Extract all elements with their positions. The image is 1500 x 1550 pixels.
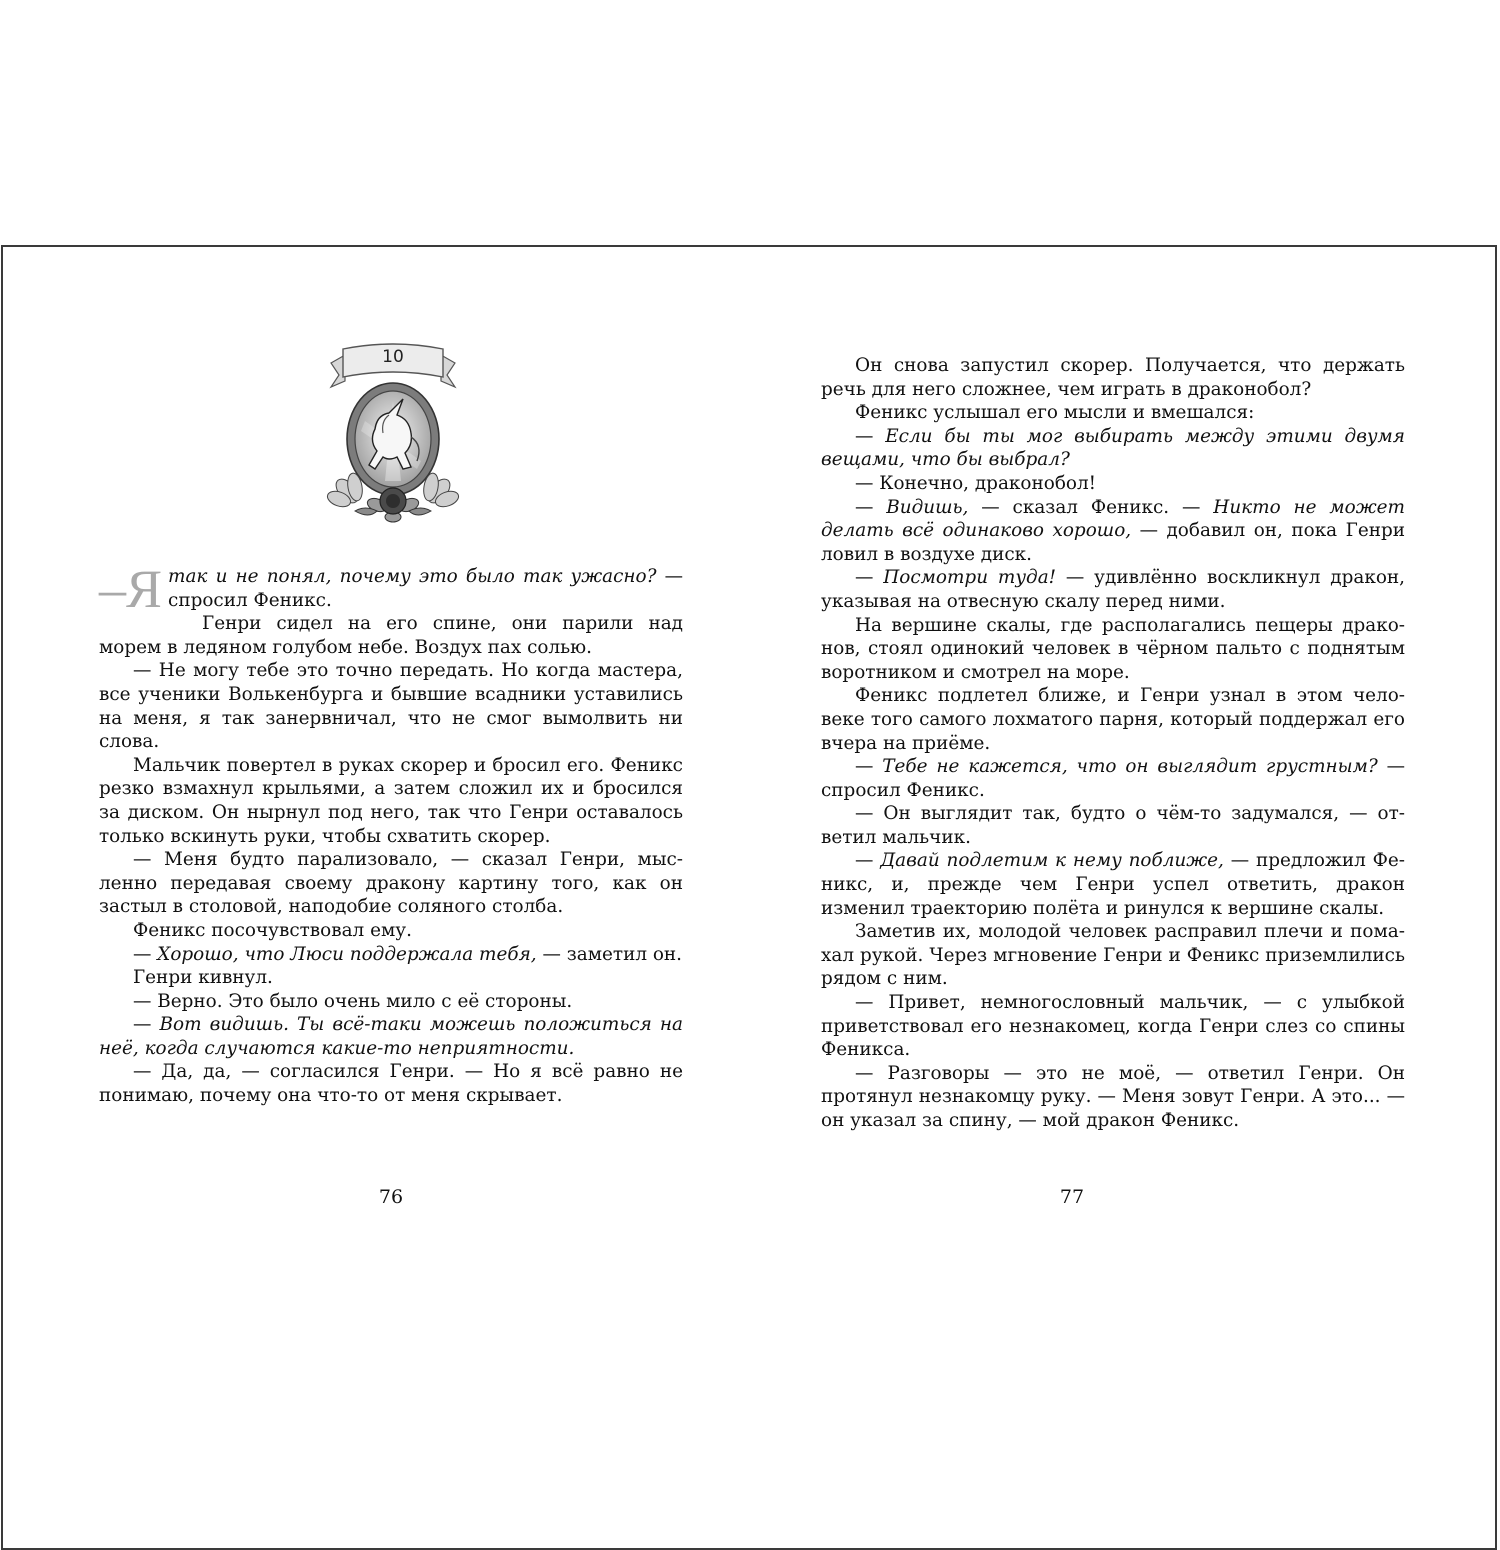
- paragraph: — Да, да, — согласился Генри. — Но я всё равно не понимаю, почему она что-то от меня скрывает.: [99, 1061, 683, 1107]
- paragraph: — Видишь, — сказал Феникс. — Никто не может делать всё одинаково хорошо, — добавил он, пока Генри ловил в воздухе диск.: [821, 496, 1405, 565]
- page-number: 76: [378, 1186, 404, 1208]
- paragraph: — Он выглядит так, будто о чём-то задумался, — ответил мальчик.: [821, 803, 1405, 848]
- paragraph: — Тебе не кажется, что он выглядит грустным? — спросил Феникс.: [821, 756, 1405, 801]
- drop-cap: –Я: [99, 559, 163, 619]
- paragraph: Мальчик повертел в руках скорер и бросил его. Феникс резко взмахнул крыльями, а затем сложил их и бросился за диском. Он нырнул под него, так что Генри оставалось только вскинуть руки, чтобы схватить скорер.: [99, 754, 683, 847]
- paragraph: — Верно. Это было очень мило с её стороны.: [133, 990, 573, 1012]
- page-number: 77: [1059, 1186, 1085, 1208]
- paragraph: — Посмотри туда! — удивлённо воскликнул дракон, указывая на отвесную скалу перед ними.: [821, 567, 1405, 612]
- paragraph: Генри кивнул.: [133, 967, 273, 989]
- paragraph: –Я так и не понял, почему это было так ужасно? — спросил Феникс.: [99, 559, 683, 619]
- paragraph: Феникс подлетел ближе, и Генри узнал в этом человеке того самого лохматого парня, который поддержал его вчера на приёме.: [821, 685, 1405, 754]
- paragraph: — Вот видишь. Ты всё-таки можешь положиться на неё, когда случаются какие-то неприятности.: [99, 1014, 683, 1059]
- paragraph: — Давай подлетим к нему поближе, — предложил Феникс, и, прежде чем Генри успел ответить, дракон изменил траекторию полёта и ринулся к вершине скалы.: [821, 850, 1405, 919]
- book-spread: [1, 245, 1497, 1550]
- paragraph: — Конечно, драконобол!: [855, 472, 1097, 494]
- unicorn-crest-icon: [325, 341, 461, 529]
- paragraph: Генри сидел на его спине, они парили над морем в ледяном голубом небе. Воздух пах солью.: [99, 613, 683, 658]
- paragraph: Феникс услышал его мысли и вмешался:: [855, 402, 1255, 424]
- paragraph: Он снова запустил скорер. Получается, что держать речь для него сложнее, чем играть в драконобол?: [821, 355, 1405, 400]
- paragraph: Заметив их, молодой человек расправил плечи и помахал рукой. Через мгновение Генри и Феникс приземлились рядом с ним.: [821, 921, 1405, 990]
- left-page-text: [99, 559, 683, 1108]
- paragraph: Феникс посочувствовал ему.: [133, 919, 412, 941]
- paragraph: — Меня будто парализовало, — сказал Генри, мысленно передавая своему дракону картину того, как он застыл в столовой, наподобие соляного столба.: [99, 849, 683, 918]
- right-page-text: [821, 354, 1405, 1133]
- paragraph: — Не могу тебе это точно передать. Но когда мастера, все ученики Волькенбурга и бывшие всадники уставились на меня, я так занервничал, что не смог вымолвить ни слова.: [99, 660, 683, 753]
- paragraph: — Если бы ты мог выбирать между этими двумя вещами, что бы выбрал?: [821, 425, 1405, 471]
- paragraph: На вершине скалы, где располагались пещеры драконов, стоял одинокий человек в чёрном пальто с поднятым воротником и смотрел на море.: [821, 614, 1405, 683]
- paragraph: — Привет, немногословный мальчик, — с улыбкой приветствовал его незнакомец, когда Генри слез со спины Феникса.: [821, 992, 1405, 1061]
- paragraph: — Разговоры — это не моё, — ответил Генри. Он протянул незнакомцу руку. — Меня зовут Генри. А это... — он указал за спину, — мой дракон Феникс.: [821, 1062, 1405, 1131]
- chapter-number: 10: [382, 347, 404, 367]
- chapter-emblem: [325, 341, 461, 529]
- paragraph: — Хорошо, что Люси поддержала тебя, — заметил он.: [133, 943, 683, 965]
